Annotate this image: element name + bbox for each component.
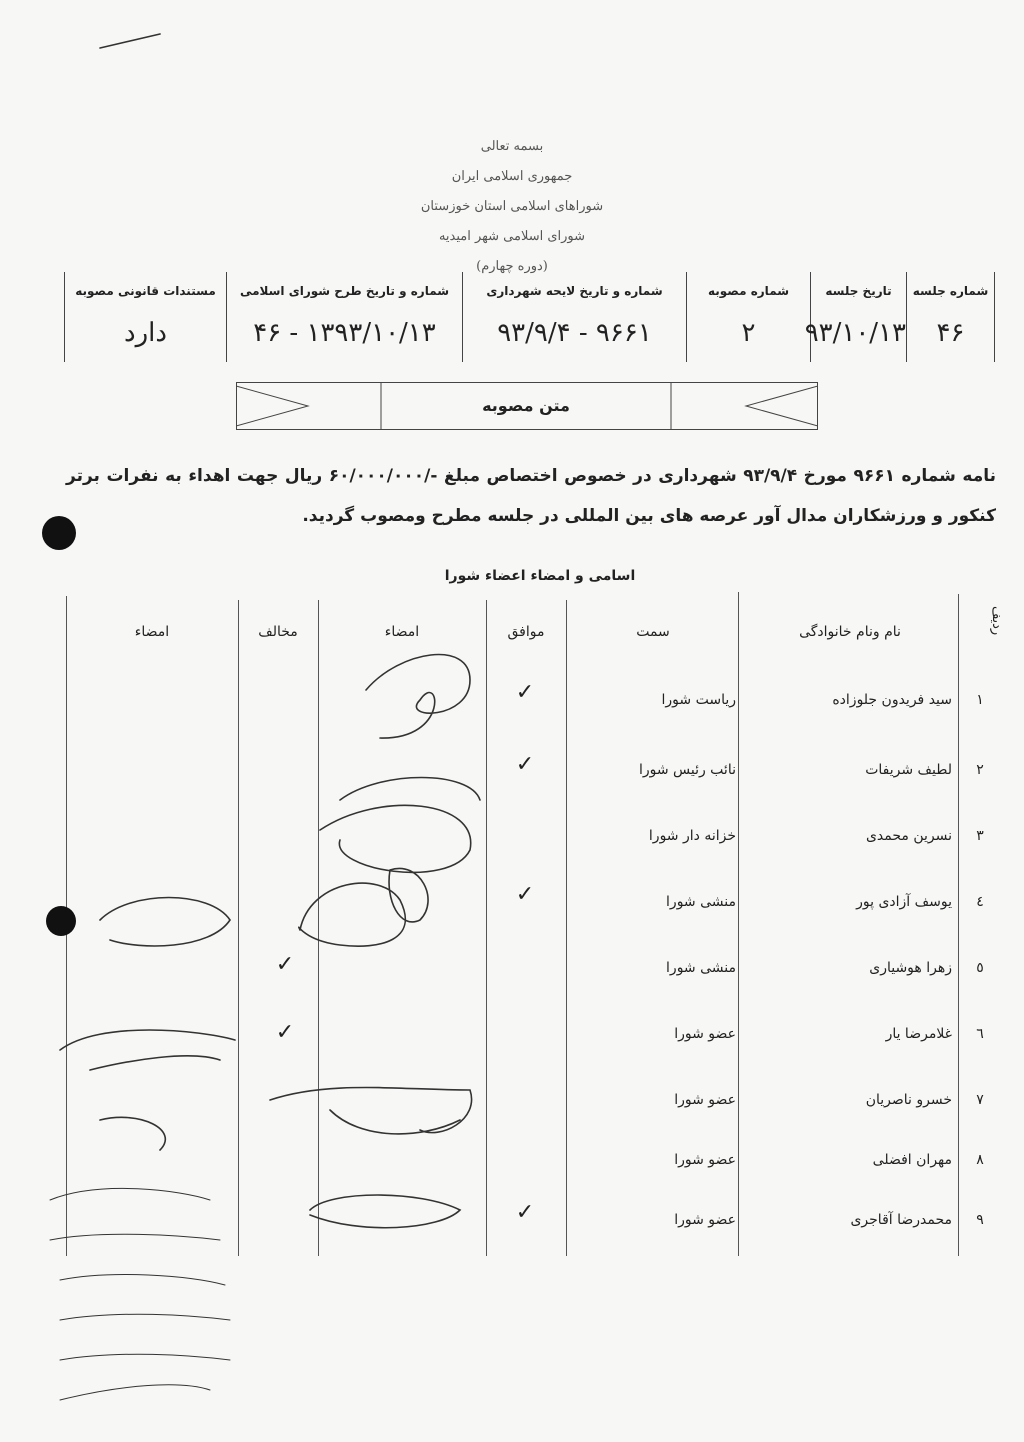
handwritten-note [60, 1314, 230, 1320]
member-index: ۸ [976, 1152, 984, 1168]
member-row [0, 752, 1024, 802]
member-row [0, 1200, 1024, 1252]
header-line: شوراهای اسلامی استان خوزستان [420, 199, 604, 214]
header-line: جمهوری اسلامی ایران [451, 169, 573, 184]
legal-basis-label: مستندات قانونی مصوبه [65, 272, 227, 308]
member-row [0, 828, 1024, 868]
member-role: خزانه دار شورا [648, 828, 736, 844]
header-line: شورای اسلامی شهر امیدیه [438, 229, 586, 244]
header-line: بسمه تعالی [480, 139, 544, 154]
member-name: لطیف شریفات [865, 762, 952, 778]
member-row [0, 1152, 1024, 1192]
agree-check: ✓ [515, 1200, 535, 1225]
col-head-oppose: مخالف [258, 624, 298, 640]
member-role: نائب رئیس شورا [638, 762, 736, 778]
member-row [0, 1092, 1024, 1132]
member-index: ۷ [976, 1092, 984, 1108]
handwritten-note [60, 1275, 225, 1285]
member-role: عضو شورا [674, 1092, 736, 1108]
oppose-check: ✓ [275, 952, 295, 977]
member-index: ۳ [976, 828, 984, 844]
member-index: ۹ [976, 1212, 984, 1228]
legal-basis-value: دارد [65, 308, 227, 362]
session-date-value: ۹۳/۱۰/۱۳ [811, 308, 907, 362]
member-name: یوسف آزادی پور [856, 894, 952, 910]
council-plan-label: شماره و تاریخ طرح شورای اسلامی [227, 272, 463, 308]
resolution-banner [236, 382, 818, 430]
member-name: مهران افضلی [872, 1152, 952, 1168]
member-role: عضو شورا [674, 1152, 736, 1168]
col-head-signature-2: امضاء [134, 624, 170, 640]
member-name: سید فریدون جلوزاده [832, 692, 952, 708]
member-row [0, 680, 1024, 732]
col-head-role: سمت [636, 624, 670, 640]
bill-value: ۹۶۶۱ - ۹۳/۹/۴ [463, 308, 687, 362]
banner-title: متن مصوبه [482, 396, 570, 415]
col-head-agree: موافق [507, 624, 545, 640]
handwritten-note [60, 1354, 230, 1360]
member-name: خسرو ناصریان [865, 1092, 952, 1108]
col-head-name: نام ونام خانوادگی [799, 624, 901, 640]
member-row [0, 1020, 1024, 1066]
member-role: عضو شورا [674, 1026, 736, 1042]
member-index: ٤ [976, 894, 984, 910]
session-number-value: ۴۶ [907, 308, 995, 362]
agree-check: ✓ [515, 680, 535, 705]
member-index: ۱ [976, 692, 984, 708]
member-row [0, 882, 1024, 934]
scribble-mark [100, 34, 160, 48]
col-head-signature: امضاء [384, 624, 420, 640]
member-role: منشی شورا [666, 960, 736, 976]
member-row [0, 952, 1024, 1000]
members-title: اسامی و امضاء اعضاء شورا [444, 568, 636, 584]
member-name: غلامرضا یار [885, 1026, 952, 1042]
member-role: منشی شورا [666, 894, 736, 910]
resolution-number-label: شماره مصوبه [687, 272, 811, 308]
oppose-check: ✓ [275, 1020, 295, 1045]
session-date-label: تاریخ جلسه [811, 272, 907, 308]
handwritten-note [60, 1385, 210, 1400]
agree-check: ✓ [515, 752, 535, 777]
letterhead [0, 132, 1024, 282]
member-role: عضو شورا [674, 1212, 736, 1228]
member-index: ۲ [976, 762, 984, 778]
member-name: نسرین محمدی [865, 828, 952, 844]
member-name: زهرا هوشیاری [869, 960, 952, 976]
bill-label: شماره و تاریخ لایحه شهرداری [463, 272, 687, 308]
member-index: ٦ [976, 1026, 984, 1042]
session-info-table [64, 272, 995, 362]
session-number-label: شماره جلسه [907, 272, 995, 308]
punch-hole [42, 516, 76, 550]
member-name: محمدرضا آقاجری [850, 1212, 952, 1228]
member-role: ریاست شورا [661, 692, 736, 708]
agree-check: ✓ [515, 882, 535, 907]
punch-hole [46, 906, 76, 936]
header-line: (دوره چهارم) [476, 259, 548, 274]
member-index: ٥ [976, 960, 984, 976]
resolution-text: نامه شماره ۹۶۶۱ مورخ ۹۳/۹/۴ شهرداری در خصوص اختصاص مبلغ -/۶۰/۰۰۰/۰۰۰ ریال جهت اهداء به نفرات برتر کنکور و ورزشکاران مدال آور عرصه های بین المللی در جلسه مطرح ومصوب گردید. [66, 466, 996, 526]
council-plan-value: ۱۳۹۳/۱۰/۱۳ - ۴۶ [227, 308, 463, 362]
col-head-row: ردیف [989, 606, 1004, 636]
resolution-number-value: ۲ [687, 308, 811, 362]
